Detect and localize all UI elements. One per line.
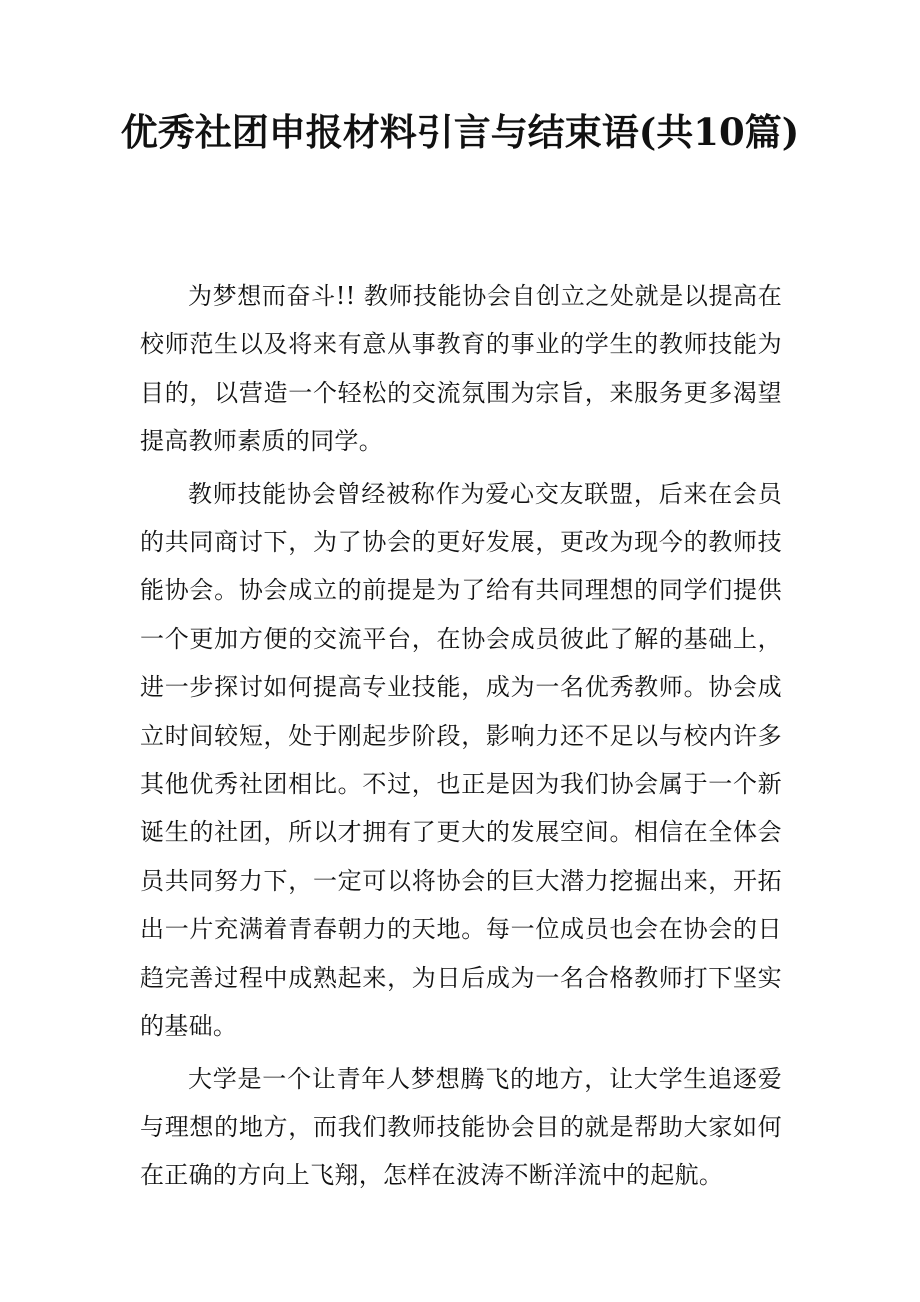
paragraph-1: 为梦想而奋斗!! 教师技能协会自创立之处就是以提高在校师范生以及将来有意从事教育的事业的学生的教师技能为目的，以营造一个轻松的交流氛围为宗旨，来服务更多渴望提高教师素质的同学。 bbox=[140, 282, 782, 456]
document-title: 优秀社团申报材料引言与结束语(共10篇) bbox=[120, 110, 800, 154]
paragraph-2: 教师技能协会曾经被称作为爱心交友联盟，后来在会员的共同商讨下，为了协会的更好发展，更改为现今的教师技能协会。协会成立的前提是为了给有共同理想的同学们提供一个更加方便的交流平台，在协会成员彼此了解的基础上，进一步探讨如何提高专业技能，成为一名优秀教师。协会成立时间较短，处于刚起步阶段，影响力还不足以与校内许多其他优秀社团相比。不过，也正是因为我们协会属于一个新诞生的社团，所以才拥有了更大的发展空间。相信在全体会员共同努力下，一定可以将协会的巨大潜力挖掘出来，开拓出一片充满着青春朝力的天地。每一位成员也会在协会的日趋完善过程中成熟起来，为日后成为一名合格教师打下坚实的基础。 bbox=[140, 479, 782, 1041]
document-body bbox=[140, 272, 782, 1204]
paragraph-3: 大学是一个让青年人梦想腾飞的地方，让大学生追逐爱与理想的地方，而我们教师技能协会目的就是帮助大家如何在正确的方向上飞翔，怎样在波涛不断洋流中的起航。 bbox=[140, 1064, 782, 1190]
